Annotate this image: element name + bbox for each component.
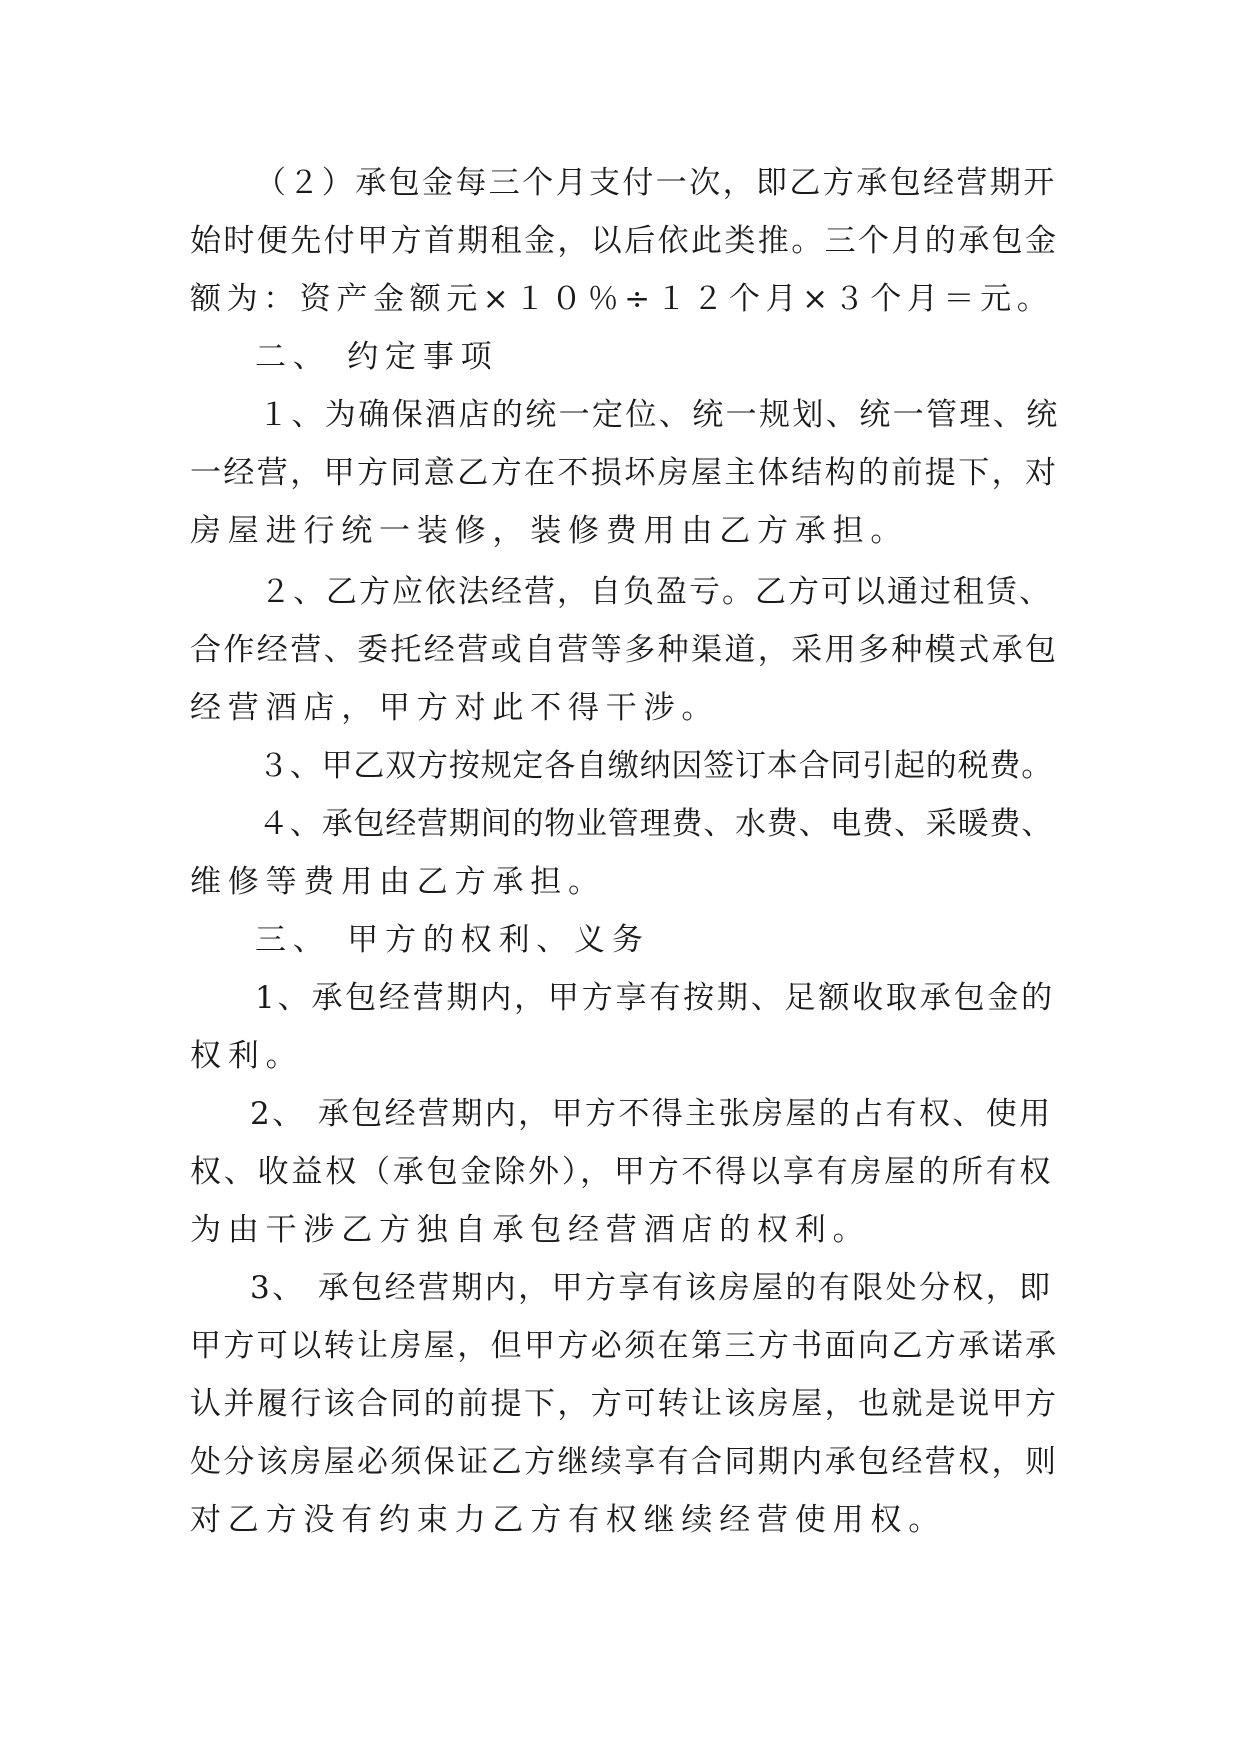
paragraph-line: 权利。 <box>190 1038 304 1074</box>
paragraph-line: 维修等费用由乙方承担。 <box>190 864 606 900</box>
paragraph-line: 权、收益权（承包金除外），甲方不得以享有房屋的所有权 <box>190 1154 1054 1190</box>
paragraph-line: （２）承包金每三个月支付一次，即乙方承包经营期开 <box>255 165 1057 201</box>
paragraph-line: 一经营，甲方同意乙方在不损坏房屋主体结构的前提下，对 <box>190 455 1059 491</box>
paragraph-line: 3、 承包经营期内，甲方享有该房屋的有限处分权，即 <box>250 1270 1053 1306</box>
paragraph-line: 始时便先付甲方首期租金，以后依此类推。三个月的承包金 <box>190 223 1059 259</box>
paragraph-line: １、为确保酒店的统一定位、统一规划、统一管理、统 <box>258 397 1060 433</box>
paragraph-line: ３、甲乙双方按规定各自缴纳因签订本合同引起的税费。 <box>258 748 1053 784</box>
section-heading: 二、 约定事项 <box>255 339 499 375</box>
paragraph-line: 额为：资产金额元×１０％÷１２个月×３个月＝元。 <box>190 281 1054 317</box>
paragraph-line: 认并履行该合同的前提下，方可转让该房屋，也就是说甲方 <box>190 1386 1059 1422</box>
paragraph-line: 1、承包经营期内，甲方享有按期、足额收取承包金的 <box>255 980 1055 1016</box>
paragraph-line: 为由干涉乙方独自承包经营酒店的权利。 <box>190 1212 871 1248</box>
paragraph-line: ４、承包经营期间的物业管理费、水费、电费、采暖费、 <box>258 806 1053 842</box>
paragraph-line: 合作经营、委托经营或自营等多种渠道，采用多种模式承包 <box>190 632 1059 668</box>
paragraph-line: 对乙方没有约束力乙方有权继续经营使用权。 <box>190 1502 946 1538</box>
paragraph-line: ２、乙方应依法经营，自负盈亏。乙方可以通过租赁、 <box>260 574 1052 610</box>
paragraph-line: 处分该房屋必须保证乙方继续享有合同期内承包经营权，则 <box>190 1444 1059 1480</box>
paragraph-line: 房屋进行统一装修，装修费用由乙方承担。 <box>190 513 909 549</box>
paragraph-line: 2、 承包经营期内，甲方不得主张房屋的占有权、使用 <box>250 1096 1053 1132</box>
paragraph-line: 甲方可以转让房屋，但甲方必须在第三方书面向乙方承诺承 <box>190 1328 1059 1364</box>
section-heading: 三、 甲方的权利、义务 <box>255 922 650 958</box>
paragraph-line: 经营酒店，甲方对此不得干涉。 <box>190 690 720 726</box>
